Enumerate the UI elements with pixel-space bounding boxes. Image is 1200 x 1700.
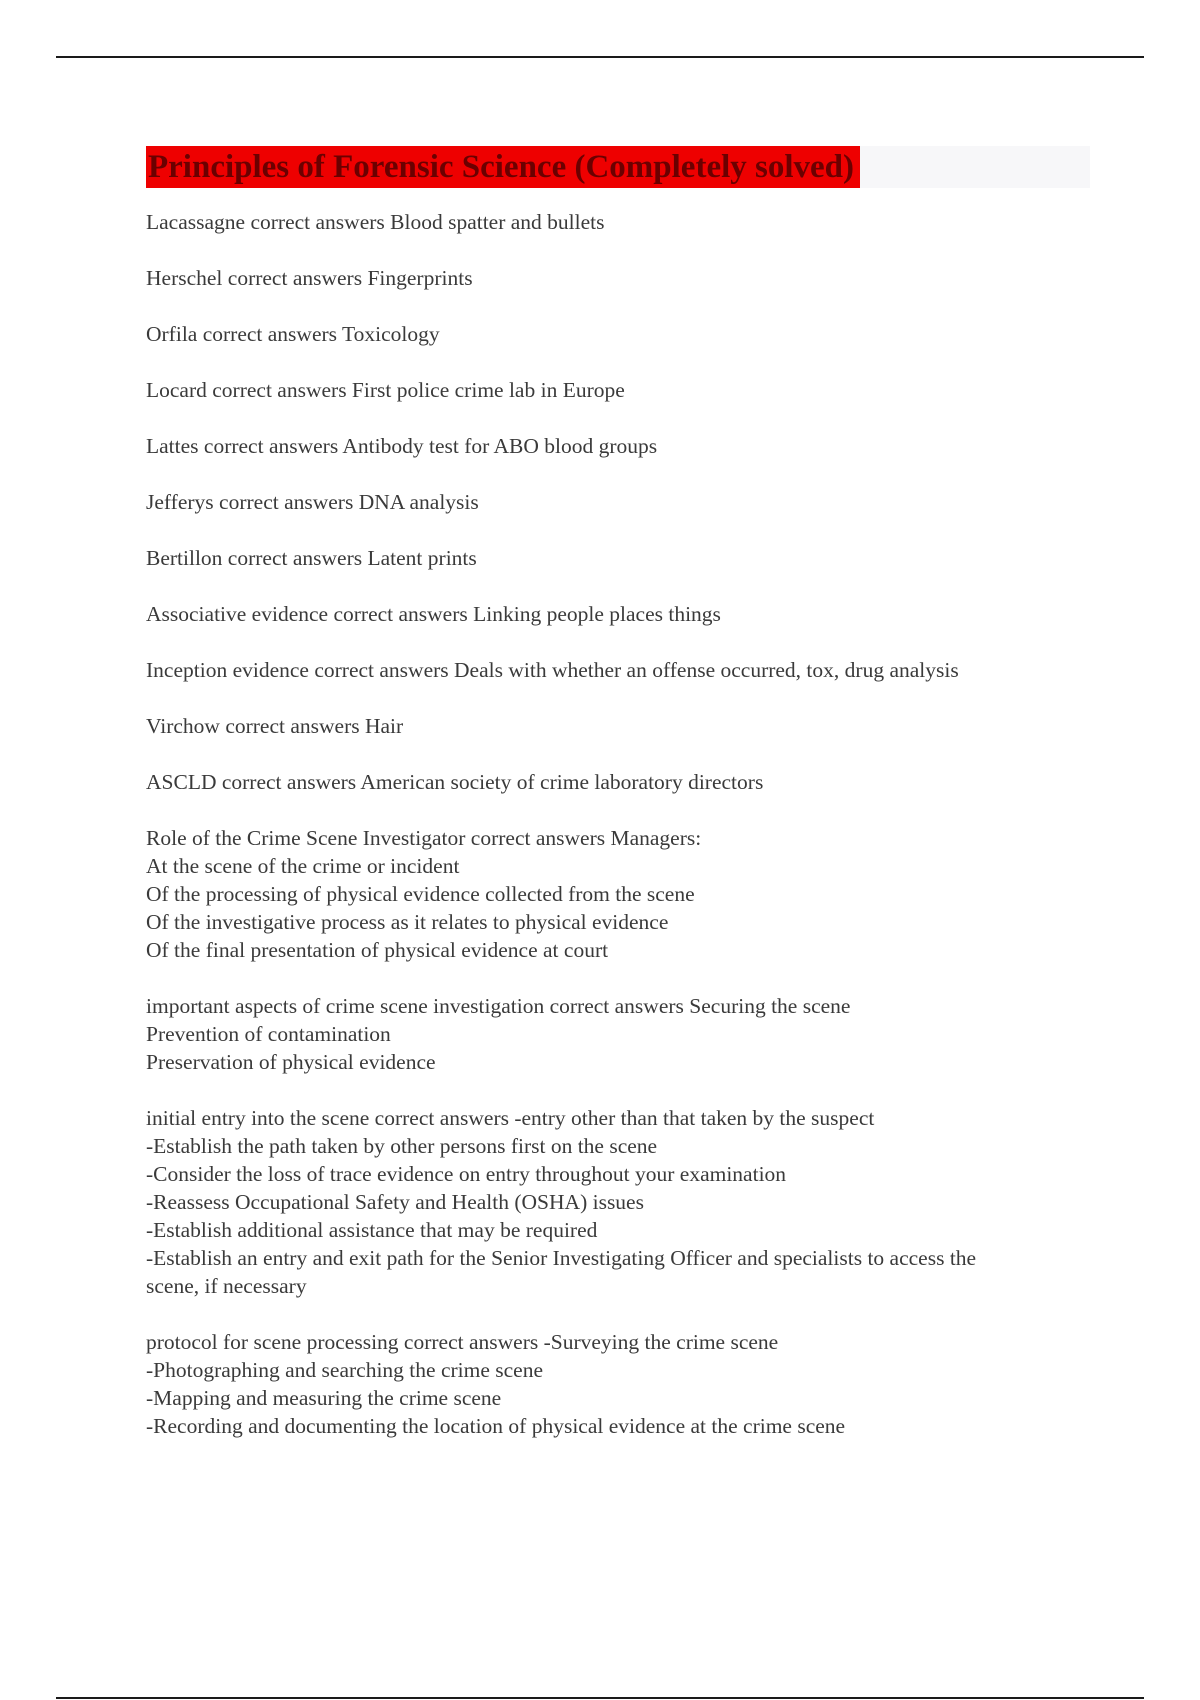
- qa-entry: [146, 656, 1090, 684]
- qa-entry: [146, 320, 1090, 348]
- qa-entry-line: -Recording and documenting the location of physical evidence at the crime scene: [146, 1414, 846, 1438]
- qa-entry-line: Lattes correct answers Antibody test for ABO blood groups: [146, 434, 658, 458]
- qa-entries: [146, 208, 1090, 1440]
- qa-entry: [146, 824, 1090, 964]
- qa-entry-line: Of the processing of physical evidence collected from the scene: [146, 882, 695, 906]
- top-rule: [56, 56, 1144, 58]
- qa-entry-line: Role of the Crime Scene Investigator correct answers Managers:: [146, 826, 702, 850]
- qa-entry-line: ASCLD correct answers American society of crime laboratory directors: [146, 770, 764, 794]
- title-banner: [146, 146, 1090, 188]
- qa-entry-line: Prevention of contamination: [146, 1022, 391, 1046]
- qa-entry: [146, 376, 1090, 404]
- qa-entry: [146, 264, 1090, 292]
- qa-entry: [146, 432, 1090, 460]
- qa-entry-line: -Establish the path taken by other persons first on the scene: [146, 1134, 658, 1158]
- qa-entry-line: -Establish additional assistance that may be required: [146, 1218, 598, 1242]
- qa-entry: [146, 488, 1090, 516]
- qa-entry-line: protocol for scene processing correct answers -Surveying the crime scene: [146, 1330, 779, 1354]
- document-title: Principles of Forensic Science (Completely solved): [146, 146, 860, 188]
- qa-entry-line: -Mapping and measuring the crime scene: [146, 1386, 502, 1410]
- qa-entry-line: -Consider the loss of trace evidence on entry throughout your examination: [146, 1162, 787, 1186]
- qa-entry: [146, 600, 1090, 628]
- qa-entry-line: Orfila correct answers Toxicology: [146, 322, 440, 346]
- qa-entry-line: Inception evidence correct answers Deals with whether an offense occurred, tox, drug analysis: [146, 658, 959, 682]
- qa-entry-line: Lacassagne correct answers Blood spatter and bullets: [146, 210, 605, 234]
- qa-entry: [146, 992, 1090, 1076]
- bottom-rule: [56, 1697, 1144, 1699]
- qa-entry-line: Associative evidence correct answers Linking people places things: [146, 602, 721, 626]
- qa-entry: [146, 1104, 1090, 1300]
- qa-entry-line: Virchow correct answers Hair: [146, 714, 404, 738]
- qa-entry-line: initial entry into the scene correct answers -entry other than that taken by the suspect: [146, 1106, 875, 1130]
- qa-entry-line: Bertillon correct answers Latent prints: [146, 546, 477, 570]
- document-body: [146, 146, 1090, 1468]
- qa-entry-line: -Reassess Occupational Safety and Health (OSHA) issues: [146, 1190, 644, 1214]
- qa-entry-line: At the scene of the crime or incident: [146, 854, 460, 878]
- qa-entry: [146, 208, 1090, 236]
- qa-entry-line: Of the final presentation of physical evidence at court: [146, 938, 609, 962]
- qa-entry-line: Jefferys correct answers DNA analysis: [146, 490, 479, 514]
- qa-entry-line: important aspects of crime scene investigation correct answers Securing the scene: [146, 994, 851, 1018]
- qa-entry-line: Herschel correct answers Fingerprints: [146, 266, 473, 290]
- qa-entry-line: Of the investigative process as it relates to physical evidence: [146, 910, 669, 934]
- qa-entry-line: Locard correct answers First police crime lab in Europe: [146, 378, 625, 402]
- qa-entry: [146, 544, 1090, 572]
- qa-entry-line: -Photographing and searching the crime scene: [146, 1358, 544, 1382]
- qa-entry-line: Preservation of physical evidence: [146, 1050, 436, 1074]
- qa-entry: [146, 1328, 1090, 1440]
- qa-entry-line: -Establish an entry and exit path for the Senior Investigating Officer and specialists to access the: [146, 1246, 977, 1270]
- qa-entry-line: scene, if necessary: [146, 1274, 307, 1298]
- qa-entry: [146, 712, 1090, 740]
- qa-entry: [146, 768, 1090, 796]
